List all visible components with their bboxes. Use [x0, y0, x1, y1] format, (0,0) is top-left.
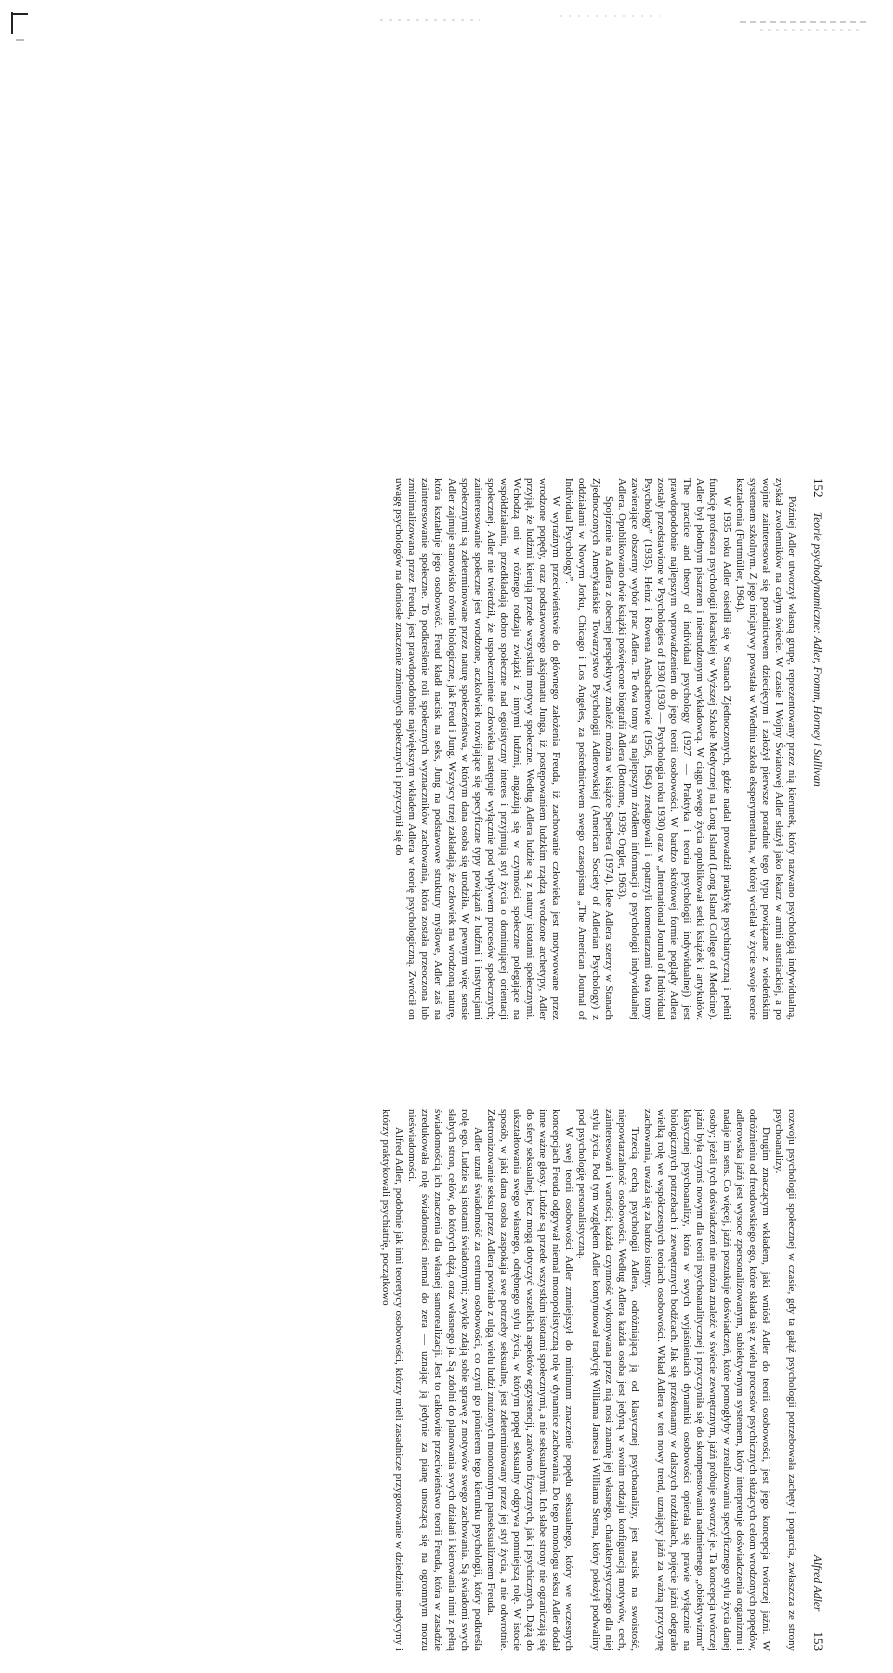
paragraph: Alfred Adler, podobnie jak inni teoretycy osobowości, którzy mieli zasadnicze przygotowanie w dziedzinie medycyny i którzy praktykowali psychiatrię, początkowo	[380, 1109, 406, 1651]
page-body-left	[18, 478, 798, 1020]
page-body-right	[18, 1109, 798, 1651]
paragraph: Później Adler utworzył własną grupę, reprezentowany przez nią kierunek, który nazwano psychologią indywidualną, zyskał zwolenników na całym świecie. W czasie I Wojny Światowej Adler służył jako lekarz w armii austriackiej, a po wojnie zainteresował się poradnictwem dziecięcym i założył pierwsze poradnie tego typu powiązane z wiedeńskim systemem szkolnym. Z jego inicjatywy powstała w Wiedniu szkoła eksperymentalna, w której wcielał w życie swoje teorie kształcenia (Furtmüller, 1964).	[733, 478, 798, 1020]
page-number: 152	[811, 478, 826, 498]
book-page-right	[12, 1087, 828, 1673]
running-head-title: Alfred Adler	[811, 1554, 823, 1612]
running-head-left	[808, 478, 826, 1020]
scan-noise-marks	[360, 6, 880, 40]
paragraph: Trzecią cechą psychologii Adlera, odróżniającą ją od klasycznej psychoanalizy, jest nacisk na swoistość, niepowtarzalność osobowości. Według Adlera każda osoba jest jedyną w swoim rodzaju konfiguracją motywów, cech, zainteresowań i wartości; każda czynność wykonywana przez nią nosi znamię jej własnego, charakterystycznego dla niej stylu życia. Pod tym względem Adler kontynuował tradycję Williama Jamesa i Williama Sterna, który położył podwaliny pod psychologię personalistyczną.	[576, 1109, 641, 1651]
paragraph: W wyraźnym przeciwieństwie do głównego założenia Freuda, iż zachowanie człowieka jest motywowane przez wrodzone popędy, oraz podstawowego aksjomatu Junga, iż postępowaniem ludzkim rządzą wrodzone archetypy, Adler przyjął, że ludźmi kierują przede wszystkim motywy społeczne. Według Adlera ludzie są z natury istotami społecznymi. Wchodzą oni w różnego rodzaju związki z innymi ludźmi, angażują się w czynności społeczne polegające na współdziałaniu, przedkładają dobro społeczne nad egoistyczny interes i przyjmują styl życia o dominującej orientacji społecznej. Adler nie twierdził, że uspołecznienie człowieka następuje wyłącznie pod wpływem procesów społecznych; zainteresowanie społeczne jest wrodzone, aczkolwiek rozwijające się specyficzne typy powiązań z ludźmi i instytucjami społecznymi są zdeterminowane przez naturę społeczeństwa, w którym dana osoba się urodziła. W pewnym więc sensie Adler zajmuje stanowisko równie biologiczne, jak Freud i Jung. Wszyscy trzej zakładają, że człowiek ma wrodzoną naturę, która kształtuje jego osobowość. Freud kładł nacisk na seks, Jung na podstawowe struktury myślowe, Adler zaś na zainteresowanie społeczne. To podkreślenie roli społecznych wyznaczników zachowania, która została przeoczona lub zminimalizowana przez Freuda, jest prawdopodobnie największym wkładem Adlera w teorię psychologiczną. Zwrócił on uwagę psychologów na doniosłe znaczenie zmiennych społecznych i przyczynił się do	[393, 478, 563, 1020]
paragraph: Adler uznał świadomość za centrum osobowości, co czyni go pionierem tego kierunku psychologii, który podkreśla rolę ego. Ludzie są istotami świadomymi; zwykle zdają sobie sprawę z motywów swego zachowania. Są świadomi swych słabych stron, celów, do których dążą, oraz własnego ja. Są zdolni do planowania swych działań i kierowania nimi z pełną świadomością ich znaczenia dla własnej samorealizacji. Jest to całkowite przeciwieństwo teorii Freuda, która w zasadzie zredukowała rolę świadomości niemal do zera — uznając ją jedynie za pianę unoszącą się na ogromnym morzu nieświadomości.	[406, 1109, 484, 1651]
paragraph: Spojrzenie na Adlera z obecnej perspektywy znaleźć można w książce Sperbera (1974). Idee Adlera szerzy w Stanach Zjednoczonych Amerykańskie Towarzystwo Psychologii Adlerowskiej (American Society of Adlerian Psychology) z oddziałami w Nowym Jorku, Chicago i Los Angeles, za pośrednictwem swego czasopisma „The American Journal of Individual Psychology”.	[563, 478, 615, 1020]
paragraph: W swej teorii osobowości Adler zmniejszył do minimum znaczenie popędu seksualnego, który we wczesnych koncepcjach Freuda odgrywał niemal monopolistyczną rolę w dynamice zachowania. Do tego monologu seksu Adler dodał inne ważne głosy. Ludzie są przede wszystkim istotami społecznymi, a nie seksualnymi. Ich słabe strony nie ograniczają się do sfery seksualnej, lecz mogą dotyczyć wszelkich aspektów egzystencji, zarówno fizycznych, jak i psychicznych. Dążą do ukształtowania swego własnego, odrębnego stylu życia, w którym popęd seksualny odgrywa pomniejszą rolę. W istocie sposób, w jaki dana osoba zaspokaja swe potrzeby seksualne, jest zdeterminowany przez jej styl życia, a nie odwrotnie. Zdetronizowanie seksu przez Adlera powitało z ulgą wielu ludzi znużonych monotonnym panseksualizmem Freuda.	[484, 1109, 576, 1651]
scan-corner-mark	[6, 10, 32, 50]
page-number: 153	[811, 1631, 826, 1651]
paragraph: rozwoju psychologii społecznej w czasie, gdy ta gałąź psychologii potrzebowała zachęty i poparcia, zwłaszcza ze strony psychoanalizy.	[772, 1109, 798, 1651]
book-page-left	[12, 456, 828, 1042]
paragraph: W 1935 roku Adler osiedlił się w Stanach Zjednoczonych, gdzie nadal prowadził praktykę psychiatryczną i pełnił funkcję profesora psychologii lekarskiej w Wyższej Szkole Medycznej na Long Island (Long Island College of Medicine). Adler był płodnym pisarzem i niestrudzonym wykładowcą. W ciągu swego życia opublikował setki książek i artykułów. The practice and theory of individual psychology (1927 — Praktyka i teoria psychologii indywidualnej) jest prawdopodobnie najlepszym wprowadzeniem do jego teorii osobowości. W bardzo skrótowej formie poglądy Adlera zostały przedstawione w Psychologies of 1930 (1930 — Psychologia roku 1930) oraz w „International Journal of Individual Psychology” (1935). Heinz i Rowena Ansbacherowie (1956, 1964) zredagowali i opatrzyli komentarzami dwa tomy zawierające obszerny wybór prac Adlera. Te dwa tomy są najlepszym źródłem informacji o psychologii indywidualnej Adlera. Opublikowano dwie książki poświęcone biografii Adlera (Bottome, 1939; Orgler, 1963).	[615, 478, 733, 1020]
running-head-right	[808, 1109, 826, 1651]
running-head-title: Teorie psychodynamiczne: Adler, Fromm, Horney i Sullivan	[811, 511, 823, 787]
paragraph: Drugim znaczącym wkładem, jaki wniósł Adler do teorii osobowości, jest jego koncepcja twórczej jaźni. W odróżnieniu od freudowskiego ego, które składa się z wielu procesów psychicznych służących celom wrodzonych popędów, adlerowska jaźń jest wysoce zpersonalizowanym, subiektywnym systemem, który interpretuje doświadczenia organizmu i nadaje im sens. Co więcej, jaźń poszukuje doświadczeń, które pomogłyby w zrealizowaniu specyficznego stylu życia danej osoby; jeżeli tych doświadczeń nie można znaleźć w świecie zewnętrznym, jaźń próbuje stworzyć je. Ta koncepcja twórczej jaźni była czymś nowym dla teorii psychoanalitycznej i przyczyniła się do skompensowania nadmiernego „obiektywizmu” klasycznej psychoanalizy, która w swych wyjaśnieniach dynamiki osobowości opierała się prawie wyłącznie na biologicznych potrzebach i zewnętrznych bodźcach. Jak się przekonamy w dalszych rozdziałach, pojęcie jaźni odegrało wielką rolę we współczesnych teoriach osobowości. Wkład Adlera w ten nowy trend, uznający jaźń za ważną przyczynę zachowania, uważa się za bardzo istotny.	[641, 1109, 772, 1651]
